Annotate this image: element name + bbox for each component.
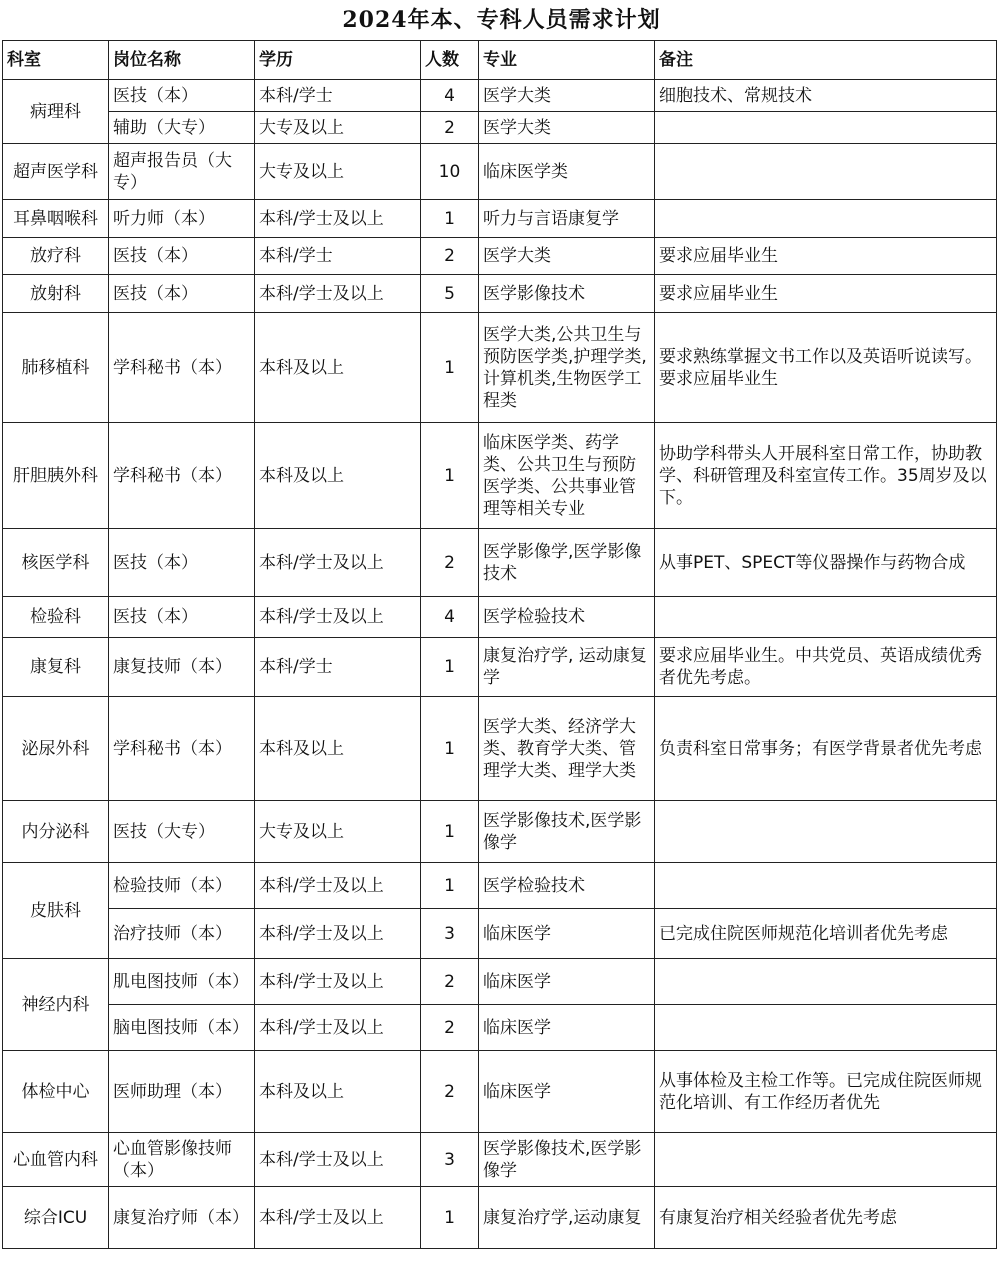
- table-row: [3, 697, 997, 801]
- remarks-cell: [655, 1005, 997, 1051]
- remarks-cell: 要求应届毕业生: [655, 238, 997, 275]
- major-cell: 医学影像技术: [479, 275, 655, 313]
- count-cell: 3: [421, 909, 479, 959]
- count-cell: 2: [421, 1051, 479, 1133]
- table-row: [3, 801, 997, 863]
- count-cell: 1: [421, 423, 479, 529]
- position-cell: 学科秘书（本）: [109, 697, 255, 801]
- table-row: [3, 423, 997, 529]
- table-row: [3, 112, 997, 144]
- education-cell: 本科及以上: [255, 423, 421, 529]
- department-cell: 超声医学科: [3, 144, 109, 200]
- count-cell: 2: [421, 1005, 479, 1051]
- count-cell: 3: [421, 1133, 479, 1187]
- remarks-cell: 要求熟练掌握文书工作以及英语听说读写。要求应届毕业生: [655, 313, 997, 423]
- position-cell: 心血管影像技师（本）: [109, 1133, 255, 1187]
- table-row: [3, 1051, 997, 1133]
- education-cell: 本科及以上: [255, 697, 421, 801]
- position-cell: 学科秘书（本）: [109, 423, 255, 529]
- count-cell: 4: [421, 597, 479, 638]
- document-title: 2024年本、专科人员需求计划: [342, 7, 661, 33]
- table-row: [3, 1133, 997, 1187]
- major-cell: 医学大类: [479, 112, 655, 144]
- remarks-cell: [655, 112, 997, 144]
- count-cell: 1: [421, 697, 479, 801]
- recruitment-table: [2, 40, 997, 1249]
- remarks-cell: 从事PET、SPECT等仪器操作与药物合成: [655, 529, 997, 597]
- table-row: [3, 275, 997, 313]
- count-cell: 1: [421, 313, 479, 423]
- major-cell: 医学影像技术,医学影像学: [479, 801, 655, 863]
- department-cell: 综合ICU: [3, 1187, 109, 1249]
- table-row: [3, 1005, 997, 1051]
- education-cell: 本科/学士及以上: [255, 275, 421, 313]
- position-cell: 治疗技师（本）: [109, 909, 255, 959]
- education-cell: 本科/学士及以上: [255, 1187, 421, 1249]
- table-row: [3, 597, 997, 638]
- department-cell: 耳鼻咽喉科: [3, 200, 109, 238]
- education-cell: 本科/学士及以上: [255, 863, 421, 909]
- major-cell: 医学大类: [479, 238, 655, 275]
- position-cell: 医技（本）: [109, 597, 255, 638]
- education-cell: 本科/学士及以上: [255, 1005, 421, 1051]
- table-row: [3, 1187, 997, 1249]
- position-cell: 听力师（本）: [109, 200, 255, 238]
- remarks-cell: 要求应届毕业生: [655, 275, 997, 313]
- remarks-cell: [655, 863, 997, 909]
- department-cell: 体检中心: [3, 1051, 109, 1133]
- major-cell: 医学检验技术: [479, 863, 655, 909]
- education-cell: 本科/学士及以上: [255, 959, 421, 1005]
- count-cell: 10: [421, 144, 479, 200]
- department-cell: 心血管内科: [3, 1133, 109, 1187]
- position-cell: 辅助（大专）: [109, 112, 255, 144]
- remarks-cell: 协助学科带头人开展科室日常工作，协助教学、科研管理及科室宣传工作。35周岁及以下。: [655, 423, 997, 529]
- major-cell: 临床医学: [479, 959, 655, 1005]
- remarks-cell: 已完成住院医师规范化培训者优先考虑: [655, 909, 997, 959]
- education-cell: 本科/学士: [255, 80, 421, 112]
- remarks-cell: [655, 597, 997, 638]
- remarks-cell: 从事体检及主检工作等。已完成住院医师规范化培训、有工作经历者优先: [655, 1051, 997, 1133]
- department-cell: 肺移植科: [3, 313, 109, 423]
- education-cell: 本科及以上: [255, 1051, 421, 1133]
- education-cell: 本科/学士: [255, 638, 421, 697]
- education-cell: 本科及以上: [255, 313, 421, 423]
- position-cell: 肌电图技师（本）: [109, 959, 255, 1005]
- department-cell: 放射科: [3, 275, 109, 313]
- major-cell: 临床医学: [479, 1051, 655, 1133]
- major-cell: 康复治疗学,运动康复: [479, 1187, 655, 1249]
- major-cell: 医学影像学,医学影像技术: [479, 529, 655, 597]
- remarks-cell: [655, 1133, 997, 1187]
- major-cell: 临床医学类、药学类、公共卫生与预防医学类、公共事业管理等相关专业: [479, 423, 655, 529]
- table-row: [3, 909, 997, 959]
- department-cell: 皮肤科: [3, 863, 109, 959]
- count-cell: 1: [421, 801, 479, 863]
- position-cell: 医技（本）: [109, 529, 255, 597]
- position-cell: 超声报告员（大专）: [109, 144, 255, 200]
- count-cell: 1: [421, 638, 479, 697]
- table-row: [3, 863, 997, 909]
- department-cell: 康复科: [3, 638, 109, 697]
- remarks-cell: 细胞技术、常规技术: [655, 80, 997, 112]
- table-row: [3, 238, 997, 275]
- remarks-cell: [655, 801, 997, 863]
- department-cell: 病理科: [3, 80, 109, 144]
- position-cell: 康复治疗师（本）: [109, 1187, 255, 1249]
- position-cell: 医技（大专）: [109, 801, 255, 863]
- major-cell: 医学大类: [479, 80, 655, 112]
- header-department: 科室: [3, 41, 109, 80]
- count-cell: 2: [421, 529, 479, 597]
- major-cell: 医学大类、经济学大类、教育学大类、管理学大类、理学大类: [479, 697, 655, 801]
- header-remarks: 备注: [655, 41, 997, 80]
- header-major: 专业: [479, 41, 655, 80]
- major-cell: 临床医学: [479, 909, 655, 959]
- position-cell: 医技（本）: [109, 238, 255, 275]
- table-row: [3, 959, 997, 1005]
- education-cell: 大专及以上: [255, 144, 421, 200]
- education-cell: 本科/学士: [255, 238, 421, 275]
- major-cell: 临床医学: [479, 1005, 655, 1051]
- education-cell: 本科/学士及以上: [255, 597, 421, 638]
- position-cell: 医师助理（本）: [109, 1051, 255, 1133]
- education-cell: 大专及以上: [255, 112, 421, 144]
- header-count: 人数: [421, 41, 479, 80]
- education-cell: 本科/学士及以上: [255, 529, 421, 597]
- header-education: 学历: [255, 41, 421, 80]
- table-row: [3, 200, 997, 238]
- table-row: [3, 80, 997, 112]
- table-header-row: [3, 41, 997, 80]
- count-cell: 2: [421, 112, 479, 144]
- education-cell: 本科/学士及以上: [255, 200, 421, 238]
- major-cell: 听力与言语康复学: [479, 200, 655, 238]
- major-cell: 医学影像技术,医学影像学: [479, 1133, 655, 1187]
- position-cell: 医技（本）: [109, 275, 255, 313]
- department-cell: 神经内科: [3, 959, 109, 1051]
- remarks-cell: [655, 959, 997, 1005]
- count-cell: 4: [421, 80, 479, 112]
- count-cell: 1: [421, 863, 479, 909]
- table-row: [3, 638, 997, 697]
- remarks-cell: 负责科室日常事务；有医学背景者优先考虑: [655, 697, 997, 801]
- table-row: [3, 313, 997, 423]
- department-cell: 放疗科: [3, 238, 109, 275]
- major-cell: 医学检验技术: [479, 597, 655, 638]
- count-cell: 1: [421, 1187, 479, 1249]
- education-cell: 本科/学士及以上: [255, 1133, 421, 1187]
- department-cell: 肝胆胰外科: [3, 423, 109, 529]
- education-cell: 本科/学士及以上: [255, 909, 421, 959]
- position-cell: 检验技师（本）: [109, 863, 255, 909]
- department-cell: 泌尿外科: [3, 697, 109, 801]
- education-cell: 大专及以上: [255, 801, 421, 863]
- remarks-cell: 有康复治疗相关经验者优先考虑: [655, 1187, 997, 1249]
- department-cell: 检验科: [3, 597, 109, 638]
- count-cell: 1: [421, 200, 479, 238]
- major-cell: 医学大类,公共卫生与预防医学类,护理学类,计算机类,生物医学工程类: [479, 313, 655, 423]
- position-cell: 康复技师（本）: [109, 638, 255, 697]
- remarks-cell: [655, 144, 997, 200]
- position-cell: 医技（本）: [109, 80, 255, 112]
- position-cell: 学科秘书（本）: [109, 313, 255, 423]
- remarks-cell: [655, 200, 997, 238]
- header-position: 岗位名称: [109, 41, 255, 80]
- table-row: [3, 529, 997, 597]
- position-cell: 脑电图技师（本）: [109, 1005, 255, 1051]
- table-row: [3, 144, 997, 200]
- remarks-cell: 要求应届毕业生。中共党员、英语成绩优秀者优先考虑。: [655, 638, 997, 697]
- count-cell: 2: [421, 959, 479, 1005]
- department-cell: 核医学科: [3, 529, 109, 597]
- department-cell: 内分泌科: [3, 801, 109, 863]
- major-cell: 临床医学类: [479, 144, 655, 200]
- major-cell: 康复治疗学, 运动康复学: [479, 638, 655, 697]
- count-cell: 2: [421, 238, 479, 275]
- count-cell: 5: [421, 275, 479, 313]
